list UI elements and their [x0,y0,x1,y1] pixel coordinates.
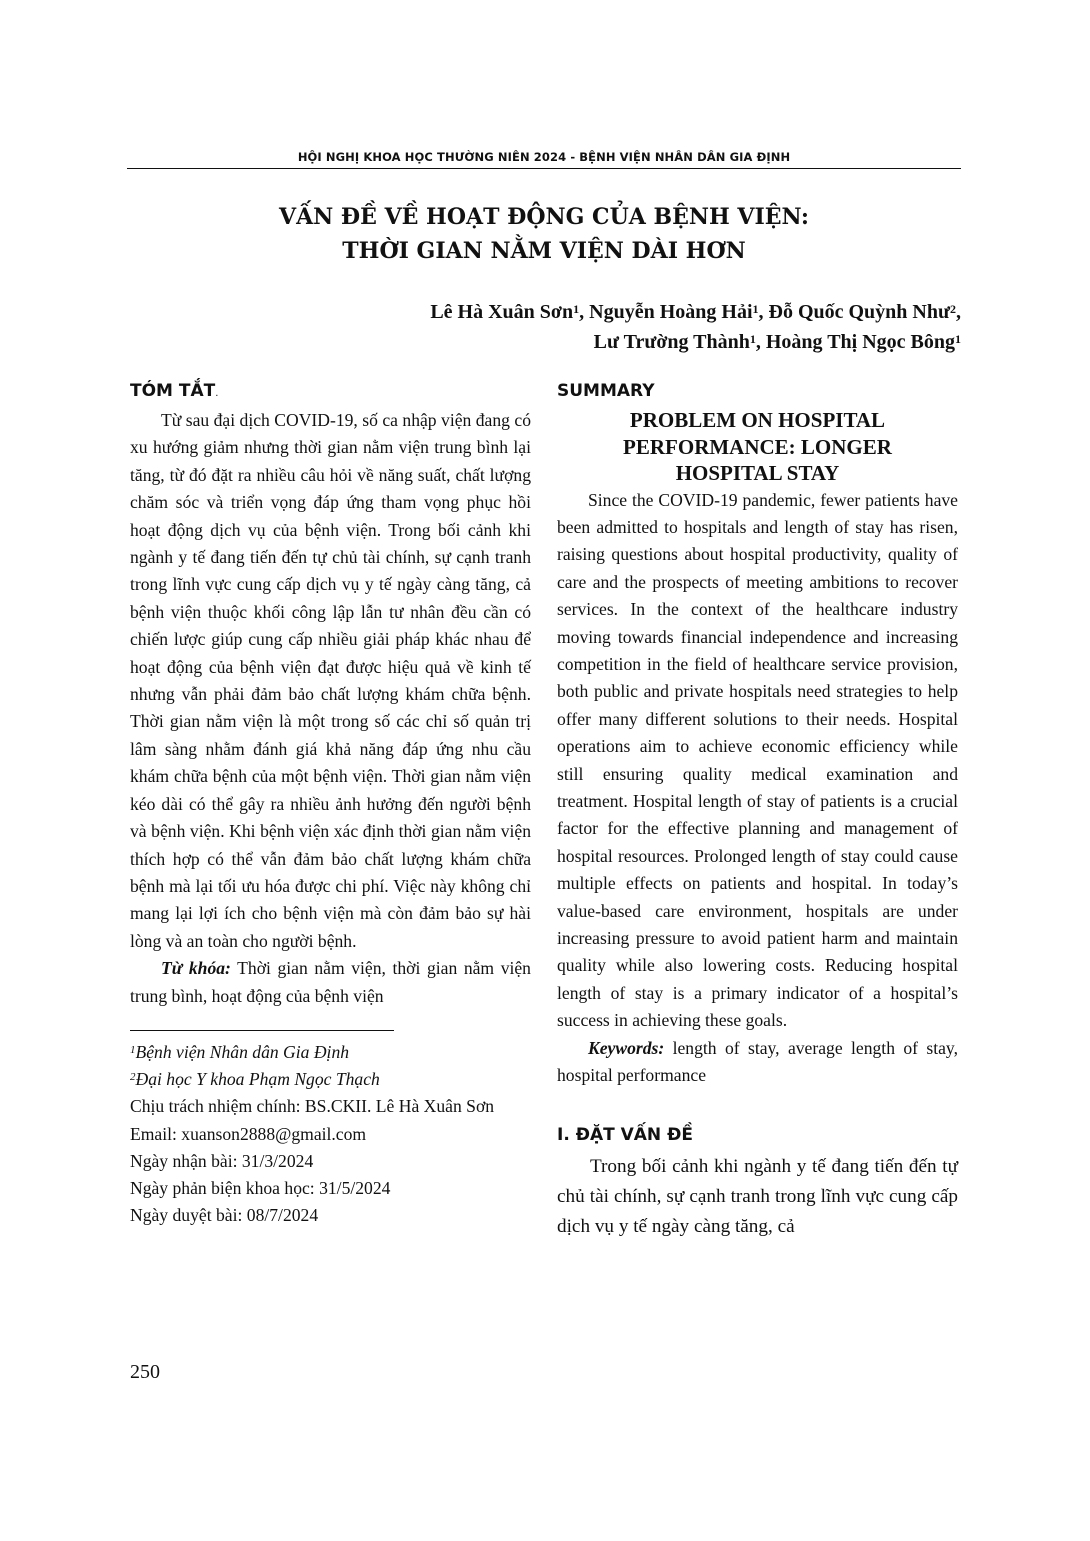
author-line-1: Lê Hà Xuân Sơn$^1$, Nguyễn Hoàng Hải$^1$, Đỗ Quốc Quỳnh Như$^2$, [430,301,961,323]
footnote-received: Ngày nhận bài: 31/3/2024 [130,1150,314,1171]
keywords-label: Từ khóa: [161,958,231,979]
title-line-2: THỜI GIAN NẰM VIỆN DÀI HƠN [342,238,746,264]
footnote-responsible: Chịu trách nhiệm chính: BS.CKII. Lê Hà Xuân Sơn [130,1096,495,1117]
author-affiliation: 1 [752,302,759,316]
footnote-accepted: Ngày duyệt bài: 08/7/2024 [130,1205,319,1226]
author-line-2: Lư Trường Thành$^1$, Hoàng Thị Ngọc Bông$^1$ [593,331,961,353]
summary-text: Since the COVID-19 pandemic, fewer patients have been admitted to hospitals and length of stay has risen, raising questions about hospital productivity, quality of care and the prospects of meeting ambitions to recover services. In the context of the healthcare industry moving towards financial independence and increasing competition in the field of healthcare service provision, both public and private hospitals need strategies to help offer many different solutions to their needs. Hospital operations aim to achieve economic efficiency while still ensuring quality medical examination and treatment. Hospital length of stay of patients is a crucial factor for the effective planning and management of hospital resources. Prolonged length of stay could cause multiple effects on patients and hospital. In today’s value-based care environment, hospitals are under increasing pressure to avoid patient harm and maintain quality while also lowering costs. Reducing hospital length of stay is a primary indicator of a hospital’s success in achieving these goals. [557,489,958,1031]
author-name: Đỗ Quốc Quỳnh Như [768,301,950,323]
footnote-divider [130,1030,394,1031]
intro-text: Trong bối cảnh khi ngành y tế đang tiến đến tự chủ tài chính, sự cạnh tranh trong lĩnh vực cung cấp dịch vụ y tế ngày càng tăng, cả [557,1156,958,1238]
abstract-vi-keywords: Từ khóa: Thời gian nằm viện, thời gian nằm viện trung bình, hoạt động của bệnh viện [130,958,531,1006]
author-affiliation: 1 [573,302,580,316]
author-name: Lư Trường Thành [593,331,750,353]
abstract-vi-heading: TÓM TẮT. [130,381,219,401]
author-name: Hoàng Thị Ngọc Bông [765,331,955,353]
left-column [130,380,531,1229]
running-header: HỘI NGHỊ KHOA HỌC THƯỜNG NIÊN 2024 - BỆNH VIỆN NHÂN DÂN GIA ĐỊNH [297,150,791,164]
summary-title: PROBLEM ON HOSPITAL PERFORMANCE: LONGER HOSPITAL STAY [623,408,892,485]
intro-heading: I. ĐẶT VẤN ĐỀ [557,1125,693,1146]
footnote-affiliation-1: $^1$Bệnh viện Nhân dân Gia Định [130,1041,350,1062]
summary-heading: SUMMARY [557,381,655,401]
keywords-label: Keywords: [588,1037,665,1058]
header-divider [127,168,961,169]
summary-keywords: Keywords: length of stay, average length of stay, hospital performance [557,1037,958,1086]
footnote-email: Email: xuanson2888@gmail.com [130,1123,367,1144]
author-affiliation: 1 [955,332,961,346]
author-affiliation: 1 [749,332,756,346]
footnote-reviewed: Ngày phản biện khoa học: 31/5/2024 [130,1177,391,1198]
footnote-affiliation-2: $^2$Đại học Y khoa Phạm Ngọc Thạch [130,1069,380,1090]
author-name: Lê Hà Xuân Sơn [430,301,574,323]
paper-title [127,200,961,268]
page-number: 250 [130,1361,160,1383]
author-affiliation: 2 [950,302,956,316]
abstract-vi-text: Từ sau đại dịch COVID-19, số ca nhập viện đang có xu hướng giảm nhưng thời gian nằm viện trung bình lại tăng, từ đó đặt ra nhiều câu hỏi về năng suất, chất lượng chăm sóc và triển vọng đáp ứng tham vọng phục hồi hoạt động dịch vụ của bệnh viện. Trong bối cảnh khi ngành y tế đang tiến đến tự chủ tài chính, sự cạnh tranh trong lĩnh vực cung cấp dịch vụ y tế ngày càng tăng, cả bệnh viện thuộc khối công lập lẫn tư nhân đều cần có chiến lược giúp cung cấp nhiều giải pháp khác nhau để hoạt động của bệnh viện đạt được hiệu quả về kinh tế nhưng vẫn phải đảm bảo chất lượng khám chữa bệnh. Thời gian nằm viện là một trong số các chỉ số quản trị lâm sàng nhằm đánh giá khả năng đáp ứng nhu cầu khám chữa bệnh của một bệnh viện. Thời gian nằm viện kéo dài có thể gây ra nhiều ảnh hưởng đến người bệnh và bệnh viện. Khi bệnh viện xác định thời gian nằm viện thích hợp có thể vẫn đảm bảo chất lượng khám chữa bệnh mà lại tối ưu hóa được chi phí. Việc này không chỉ mang lại lợi ích cho bệnh viện mà còn đảm bảo sự hài lòng và an toàn cho người bệnh. [130,410,531,951]
author-name: Nguyễn Hoàng Hải [589,301,753,323]
title-line-1: VẤN ĐỀ VỀ HOẠT ĐỘNG CỦA BỆNH VIỆN: [279,204,809,230]
author-list [300,297,961,357]
right-column [557,380,958,1242]
